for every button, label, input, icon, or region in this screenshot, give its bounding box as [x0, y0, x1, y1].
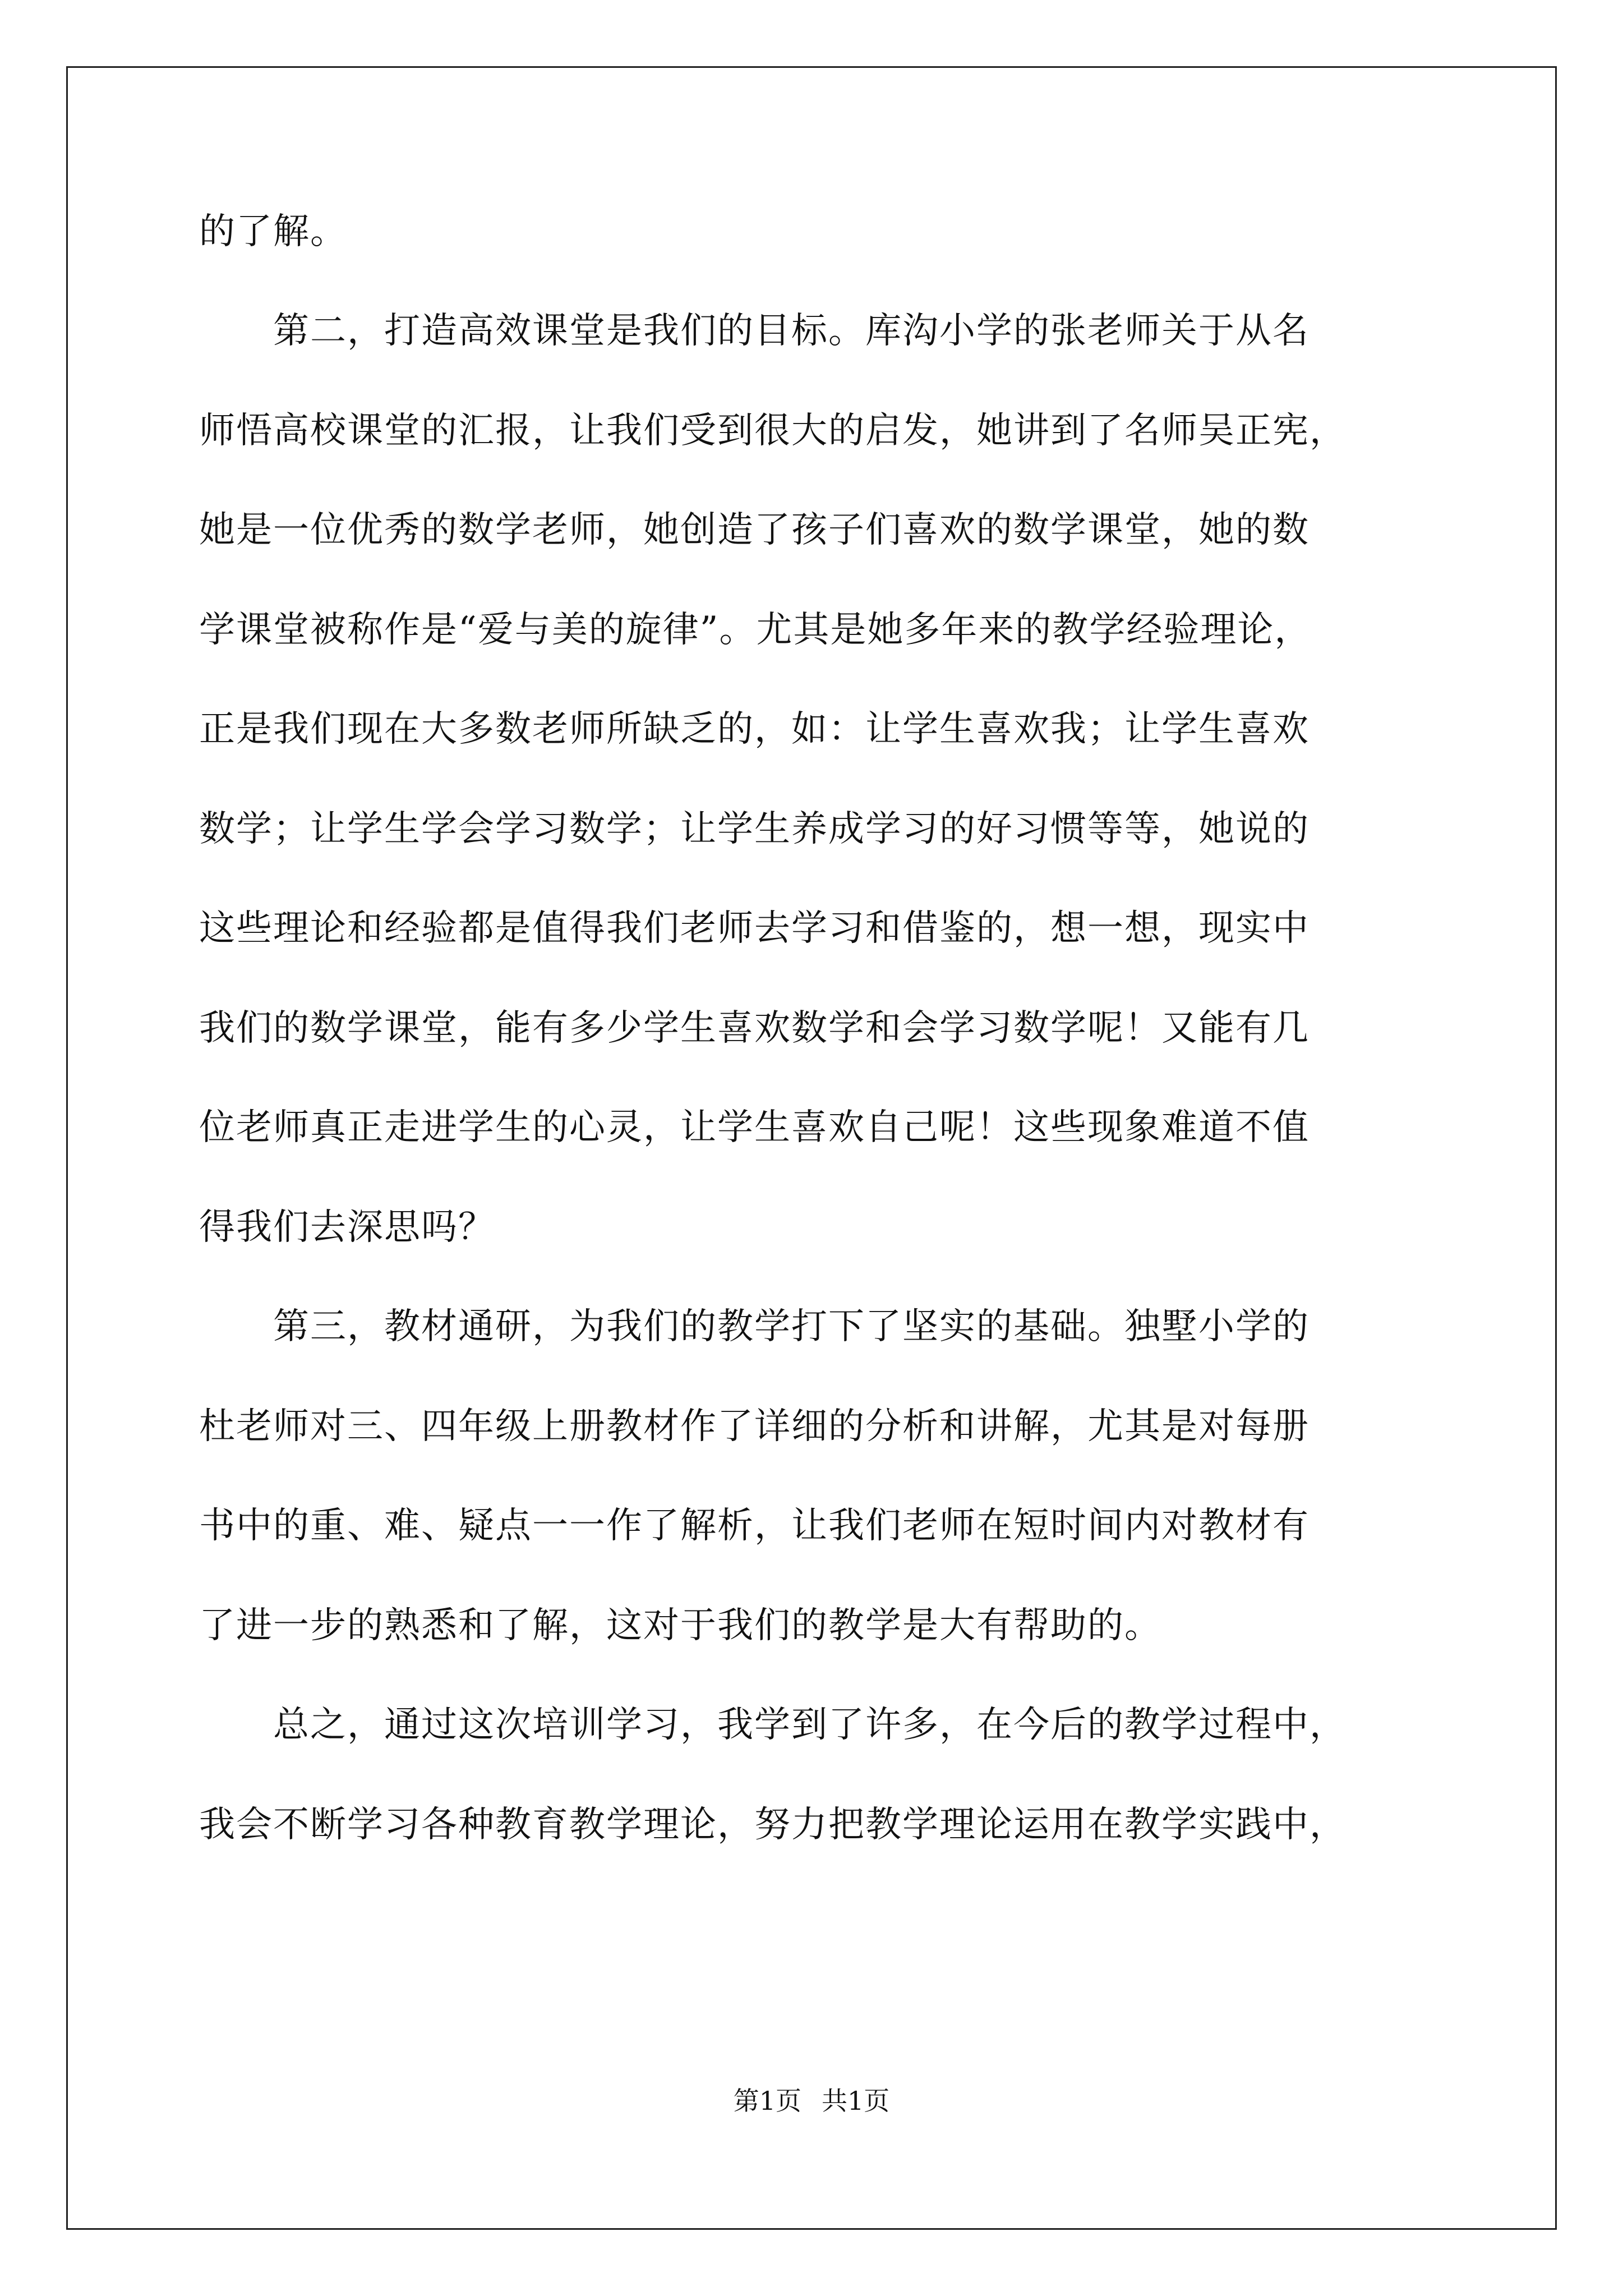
text-line: 师悟高校课堂的汇报，让我们受到很大的启发，她讲到了名师吴正宪，	[199, 410, 1347, 452]
text-line: 杜老师对三、四年级上册教材作了详细的分析和讲解，尤其是对每册	[199, 1406, 1310, 1447]
text-line: 了进一步的熟悉和了解，这对于我们的教学是大有帮助的。	[199, 1605, 1161, 1646]
text-line: 学课堂被称作是“爱与美的旋律”。尤其是她多年来的教学经验理论，	[199, 609, 1312, 651]
text-line: 得我们去深思吗？	[199, 1207, 495, 1248]
text-line: 正是我们现在大多数老师所缺乏的，如：让学生喜欢我；让学生喜欢	[199, 708, 1310, 750]
text-line: 我们的数学课堂，能有多少学生喜欢数学和会学习数学呢！又能有几	[199, 1007, 1310, 1049]
paragraph-start-line: 第二，打造高效课堂是我们的目标。库沟小学的张老师关于从名	[199, 310, 1310, 352]
text-line: 数学；让学生学会学习数学；让学生养成学习的好习惯等等，她说的	[199, 808, 1310, 850]
text-line: 书中的重、难、疑点一一作了解析，让我们老师在短时间内对教材有	[199, 1505, 1310, 1547]
page-footer	[0, 2084, 1623, 2118]
paragraph-start-line: 第三，教材通研，为我们的教学打下了坚实的基础。独墅小学的	[199, 1306, 1310, 1347]
page-total: 共1页	[822, 2086, 890, 2116]
paragraph-start-line: 总之，通过这次培训学习，我学到了许多，在今后的教学过程中，	[199, 1704, 1347, 1746]
page-number: 第1页	[733, 2086, 801, 2116]
text-line: 我会不断学习各种教育教学理论，努力把教学理论运用在教学实践中，	[199, 1804, 1347, 1846]
text-line: 位老师真正走进学生的心灵，让学生喜欢自己呢！这些现象难道不值	[199, 1107, 1310, 1148]
text-line: 的了解。	[199, 211, 347, 252]
text-line: 她是一位优秀的数学老师，她创造了孩子们喜欢的数学课堂，她的数	[199, 509, 1310, 551]
text-line: 这些理论和经验都是值得我们老师去学习和借鉴的，想一想，现实中	[199, 908, 1310, 949]
